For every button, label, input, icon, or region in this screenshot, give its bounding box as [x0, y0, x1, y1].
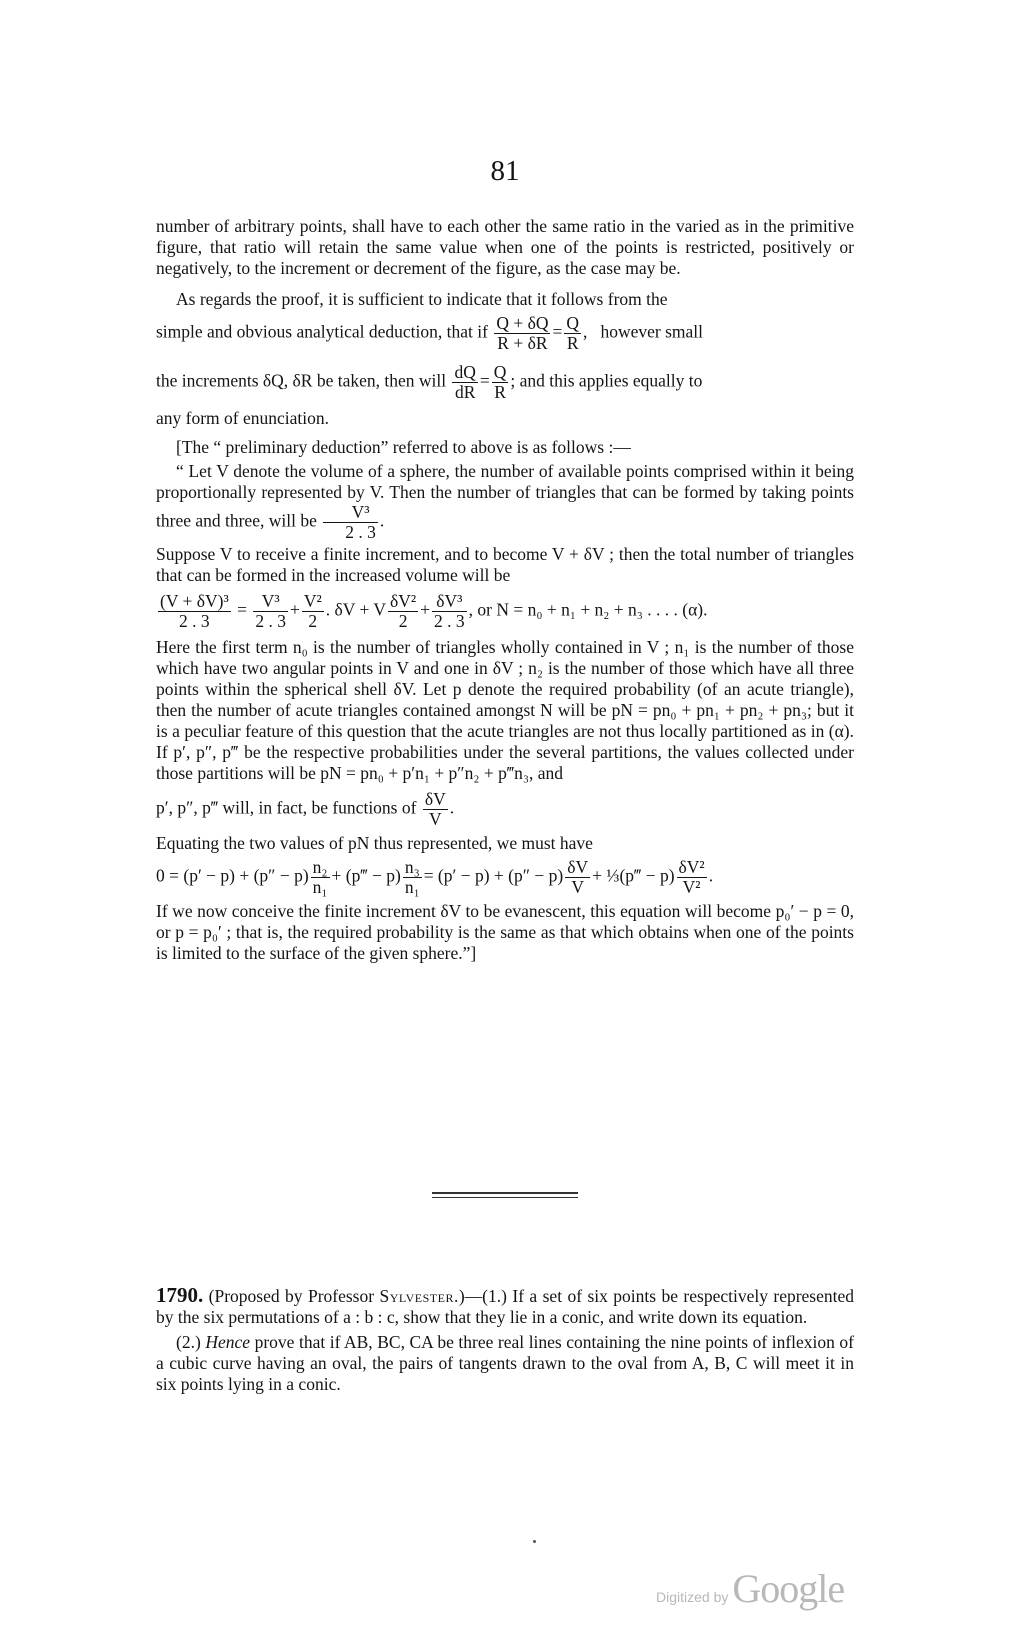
paragraph-1: number of arbitrary points, shall have to each other the same ratio in the varied as in the primitive figure, that ratio will retain the same value when one of the points is restricted, positively or negatively, to the increment or decrement of the figure, as the case may be.: [156, 216, 854, 278]
text: ; and this applies equally to: [510, 370, 703, 391]
part-label: (2.): [176, 1332, 201, 1352]
numerator: δV³: [432, 592, 467, 612]
fraction: [253, 592, 288, 631]
denominator: dR: [454, 382, 476, 402]
numerator: δV²: [678, 857, 705, 877]
numerator: δV: [567, 857, 589, 877]
problem-part-2: [156, 1332, 854, 1395]
equation-alpha: $\frac{\text{(V + δV)³}}{2 . 3}$ = $\frac{\text{V³}}{2 . 3}$ + $\frac{\text{V²}}{2}$ . δV + V $\frac{\text{δV²}}{2}$ + $\frac{\text{δV³}}{2 . 3}$ , or N = n₀ + n₁ + n₂ + n₃ . . . . (α).: [160, 591, 708, 631]
fraction: [677, 858, 707, 897]
numerator: δV: [424, 789, 446, 809]
fraction: [302, 592, 324, 631]
denominator: V²: [682, 877, 701, 897]
paragraph-5: Here the first term n₀ is the number of triangles wholly contained in V ; n₁ is the number of those which have two angular points in V and one in δV ; n₂ is the number of those which have all three points within the spherical shell δV. Let p denote the required probability (of an acute triangle), then the number of acute triangles contained amongst N will be pN = pn₀ + pn₁ + pn₂ + pn₃; but it is a peculiar feature of this question that the acute triangles are not thus locally partitioned as in (α). If p′, p″, p‴ be the respective probabilities under the several partitions, the values collected under those partitions will be pN = pn₀ + p′n₁ + p″n₂ + p‴n₃, and: [156, 637, 854, 783]
paragraph-2-line-3: the increments δQ, δR be taken, then will $\frac{dQ}{dR}$ = $\frac{Q}{R}$ ; and this applies equally to: [156, 362, 703, 402]
problem-text: )—(1.) If a set of six points be respectively represented by the six permutations of a : b : c, show that they lie in a conic, and write down its equation.: [156, 1286, 855, 1327]
fraction: [388, 592, 418, 631]
fraction: [403, 858, 422, 897]
numerator: V³: [253, 592, 288, 612]
text: however small: [600, 321, 704, 342]
paragraph-3: [The “ preliminary deduction” referred to above is as follows :—: [176, 437, 631, 457]
problem-number: 1790.: [156, 1283, 204, 1307]
fraction: [494, 314, 550, 353]
denominator: V: [428, 809, 442, 829]
denominator: V: [571, 877, 584, 897]
author-name: Sylvester.: [379, 1286, 459, 1306]
fraction: [492, 363, 509, 402]
text: + ⅓(p‴ − p): [592, 865, 675, 886]
text: + (p‴ − p): [331, 865, 401, 886]
paragraph-2-line-4: any form of enunciation.: [156, 408, 330, 428]
equation-beta: 0 = (p′ − p) + (p″ − p) $\frac{\text{n₂}}{\text{n₁}}$ + (p‴ − p) $\frac{\text{n₃}}{\text{n₁}}$ = (p′ − p) + (p″ − p) $\frac{\delta V}{V}$ + ⅓(p‴ − p) $\frac{\text{δV²}}{\text{V²}}$ .: [156, 857, 714, 897]
text: = (p′ − p) + (p″ − p): [423, 865, 564, 886]
paragraph-6: p′, p″, p‴ will, in fact, be functions of $\frac{\delta V}{V}$ .: [156, 789, 455, 829]
fraction: [423, 790, 448, 829]
denominator: n₁: [312, 877, 328, 897]
numerator: V²: [303, 591, 322, 611]
body-text: [156, 216, 854, 964]
proposed-by: (Proposed by Professor: [208, 1286, 375, 1306]
problem-text: prove that if AB, BC, CA be three real lines containing the nine points of inflexion of a cubic curve having an oval, the pairs of tangents drawn to the oval from A, B, C will meet it in six points lying in a conic.: [156, 1332, 855, 1394]
denominator: 2: [308, 611, 318, 631]
numerator: V³: [323, 503, 378, 523]
text: the increments δQ, δR be taken, then will: [156, 370, 447, 391]
denominator: R: [566, 333, 579, 353]
fraction: [158, 592, 231, 631]
denominator: R: [494, 382, 506, 402]
paragraph-8: If we now conceive the finite increment δV to be evanescent, this equation will become p₀′ − p = 0, or p = p₀′ ; that is, the required probability is the same as that which obtains when one of the points is limited to the surface of the given sphere.”]: [156, 901, 854, 963]
denominator: 2 . 3: [179, 611, 210, 631]
numerator: dQ: [454, 362, 476, 382]
fraction: [323, 503, 378, 542]
numerator: n₃: [404, 857, 420, 877]
paragraph-2-line-2: simple and obvious analytical deduction, that if $\frac{Q + \delta Q}{R + \delta R}$ = $\frac{Q}{R}$ , however small: [156, 313, 704, 353]
denominator: 2 . 3: [434, 611, 465, 631]
watermark-text: Digitized by: [656, 1589, 729, 1605]
text: p′, p″, p‴ will, in fact, be functions of: [156, 797, 417, 818]
denominator: 2 . 3: [255, 611, 286, 631]
fraction: [432, 592, 467, 631]
text: 0 = (p′ − p) + (p″ − p): [156, 865, 309, 886]
fraction: [452, 363, 477, 402]
numerator: Q + δQ: [496, 313, 549, 333]
denominator: 2: [398, 611, 408, 631]
problem-1790: [156, 1285, 854, 1395]
paragraph-4: “ Let V denote the volume of a sphere, the number of available points comprised within it being proportionally represented by V. Then the number of triangles that can be formed by taking points three and three, will be $\frac{\text{V³}}{2 . 3}$ .: [156, 461, 854, 542]
numerator: Q: [493, 362, 507, 382]
paragraph-2-line-1: As regards the proof, it is sufficient to indicate that it follows from the: [176, 289, 668, 309]
fraction: [564, 314, 581, 353]
text: or N = n₀ + n₁ + n₂ + n₃ . . . . (α).: [477, 599, 708, 620]
google-logo: Google: [732, 1566, 845, 1611]
speck: [533, 1540, 536, 1543]
numerator: n₂: [312, 857, 328, 877]
text: “ Let V denote the volume of a sphere, the number of available points comprised within it being proportionally represented by V. Then the number of triangles that can be formed by taking points three and three, will be: [156, 461, 854, 531]
paragraph-4b: Suppose V to receive a finite increment, and to become V + δV ; then the total number of triangles that can be formed in the increased volume will be: [156, 544, 854, 585]
denominator: n₁: [404, 877, 420, 897]
numerator: (V + δV)³: [160, 591, 229, 611]
fraction: [311, 858, 330, 897]
hence-word: Hence: [205, 1332, 251, 1352]
text: simple and obvious analytical deduction, that if: [156, 321, 488, 342]
denominator: 2 . 3: [345, 522, 376, 542]
digitized-watermark: [656, 1566, 845, 1611]
numerator: Q: [566, 313, 579, 333]
section-divider: [432, 1192, 578, 1201]
numerator: δV²: [390, 591, 417, 611]
paragraph-7: Equating the two values of pN thus represented, we must have: [156, 833, 593, 853]
page-number: 81: [490, 155, 520, 187]
problem-part-1: [156, 1285, 854, 1328]
denominator: R + δR: [497, 333, 548, 353]
fraction: [565, 858, 590, 897]
